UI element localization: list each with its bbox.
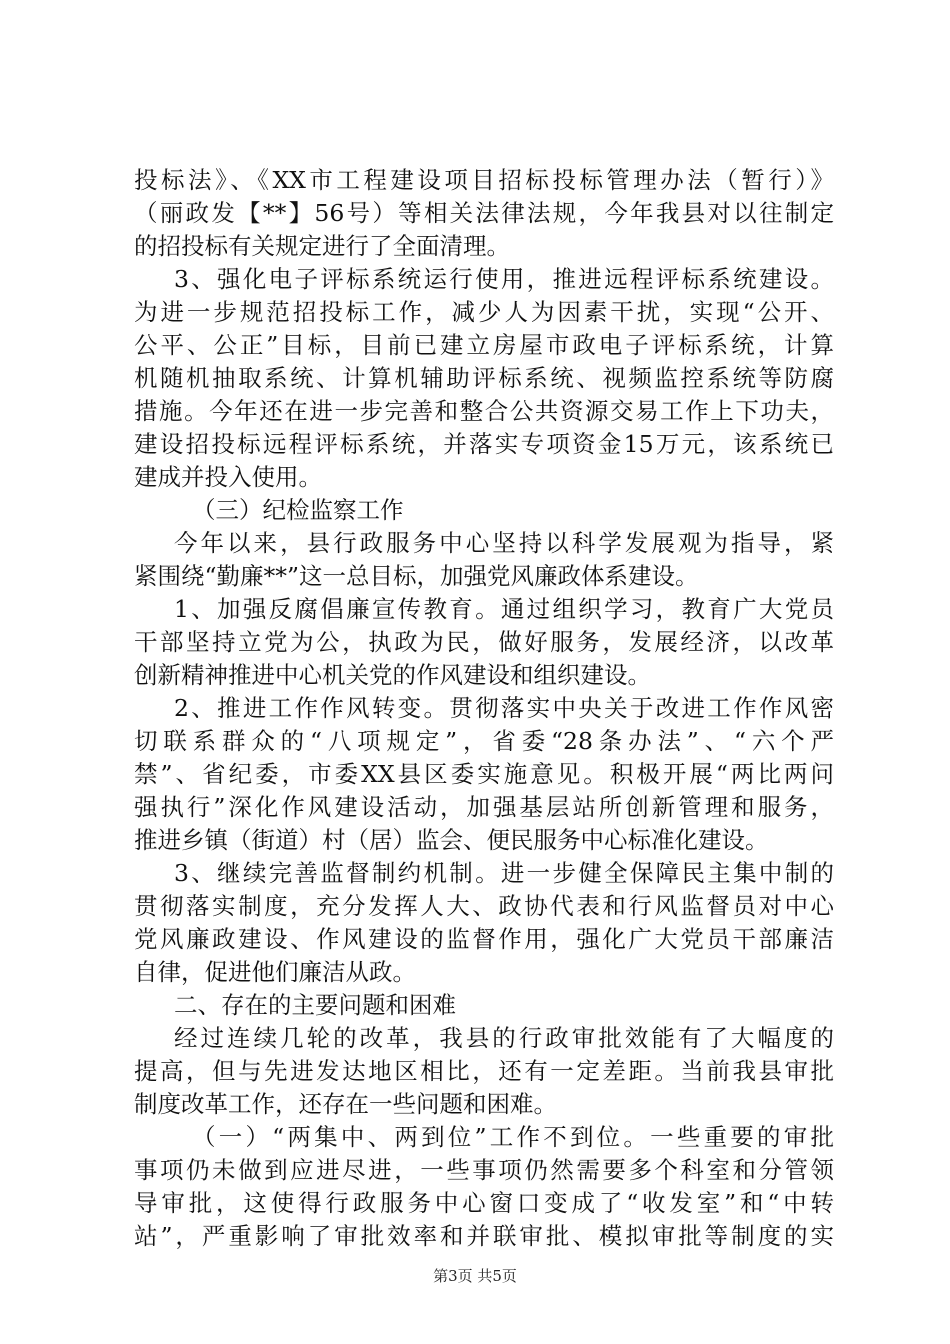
text-line: 措施。今年还在进一步完善和整合公共资源交易工作上下功夫，: [134, 397, 834, 425]
text-line: 投标法》、《XX市工程建设项目招标投标管理办法（暂行）》: [134, 166, 834, 194]
text-line: 制度改革工作，还存在一些问题和困难。: [134, 1090, 557, 1118]
text-line: 紧围绕“勤廉**”这一总目标，加强党风廉政体系建设。: [134, 562, 699, 590]
text-line: 公平、公正”目标，目前已建立房屋市政电子评标系统，计算: [134, 331, 834, 359]
text-line: 强执行”深化作风建设活动，加强基层站所创新管理和服务，: [134, 793, 834, 821]
text-line: 党风廉政建设、作风建设的监督作用，强化广大党员干部廉洁: [134, 925, 834, 953]
text-line: 禁”、省纪委，市委XX县区委实施意见。积极开展“两比两问: [134, 760, 834, 788]
section-heading: 二、存在的主要问题和困难: [174, 991, 456, 1019]
text-line: 今年以来，县行政服务中心坚持以科学发展观为指导，紧: [174, 529, 834, 557]
text-line: 3、继续完善监督制约机制。进一步健全保障民主集中制的: [174, 859, 834, 887]
text-line: 1、加强反腐倡廉宣传教育。通过组织学习，教育广大党员: [174, 595, 834, 623]
text-line: 的招投标有关规定进行了全面清理。: [134, 232, 510, 260]
text-line: （丽政发【**】56号）等相关法律法规，今年我县对以往制定: [134, 199, 834, 227]
text-line: 事项仍未做到应进尽进，一些事项仍然需要多个科室和分管领: [134, 1156, 834, 1184]
text-line: 经过连续几轮的改革，我县的行政审批效能有了大幅度的: [174, 1024, 834, 1052]
text-line: 建设招投标远程评标系统，并落实专项资金15万元，该系统已: [134, 430, 834, 458]
text-line: 自律，促进他们廉洁从政。: [134, 958, 416, 986]
text-line: 导审批，这使得行政服务中心窗口变成了“收发室”和“中转: [134, 1189, 834, 1217]
text-line: 3、强化电子评标系统运行使用，推进远程评标系统建设。: [174, 265, 834, 293]
page-number-label: 第3页 共5页: [433, 1267, 517, 1285]
text-line: 贯彻落实制度，充分发挥人大、政协代表和行风监督员对中心: [134, 892, 834, 920]
section-heading: （三）纪检监察工作: [192, 496, 404, 524]
text-line: 切联系群众的“八项规定”，省委“28条办法”、“六个严: [134, 727, 834, 755]
text-line: 提高，但与先进发达地区相比，还有一定差距。当前我县审批: [134, 1057, 834, 1085]
text-line: 机随机抽取系统、计算机辅助评标系统、视频监控系统等防腐: [134, 364, 834, 392]
text-line: 建成并投入使用。: [134, 463, 322, 491]
page-footer: [0, 1266, 950, 1286]
text-line: 2、推进工作作风转变。贯彻落实中央关于改进工作作风密: [174, 694, 834, 722]
text-line: 站”，严重影响了审批效率和并联审批、模拟审批等制度的实: [134, 1222, 834, 1250]
text-line: 为进一步规范招投标工作，减少人为因素干扰，实现“公开、: [134, 298, 834, 326]
text-line: 推进乡镇（街道）村（居）监会、便民服务中心标准化建设。: [134, 826, 769, 854]
document-body: [134, 164, 834, 1253]
text-line: 干部坚持立党为公，执政为民，做好服务，发展经济，以改革: [134, 628, 834, 656]
text-line: （一）“两集中、两到位”工作不到位。一些重要的审批: [192, 1123, 834, 1151]
text-line: 创新精神推进中心机关党的作风建设和组织建设。: [134, 661, 651, 689]
